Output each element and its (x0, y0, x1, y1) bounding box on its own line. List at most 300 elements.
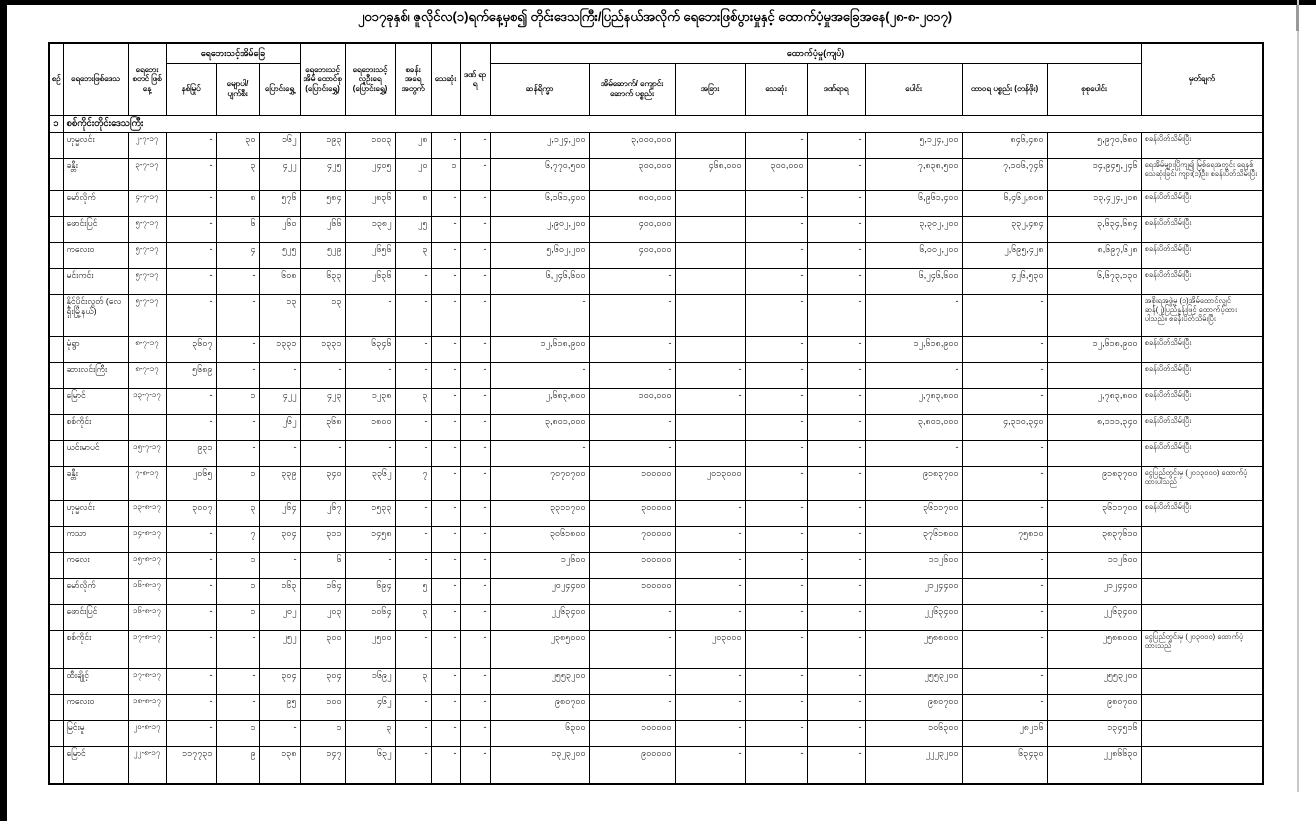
other-aid-cell (675, 242, 745, 268)
population-cell: ၃ (345, 720, 395, 746)
death-aid-cell: - (745, 578, 807, 604)
deaths-cell: - (431, 362, 460, 388)
area-name-cell: မုံရွာ (63, 336, 128, 362)
grand-total-cell (1047, 362, 1141, 388)
serial-cell (49, 158, 63, 190)
durable-goods-cell: ၂,၆၉၅,၄၂၈ (962, 242, 1047, 268)
serial-cell (49, 362, 63, 388)
other-aid-cell (675, 440, 745, 466)
grand-total-cell: ၂၂၈၆၆၃၀ (1047, 746, 1141, 784)
injury-aid-cell: - (807, 414, 865, 440)
camps-cell: ၂၀ (395, 158, 431, 190)
grand-total-cell: ၁၃၄၅၁၆ (1047, 720, 1141, 746)
serial-cell (49, 132, 63, 158)
col-injured: ဒဏ် ရာ ရ (460, 43, 490, 115)
camps-cell: ၃ (395, 668, 431, 694)
other-aid-cell (675, 414, 745, 440)
area-name-cell: ဖောင်းပြင် (63, 604, 128, 630)
households-cell: ၃၆၈ (300, 414, 345, 440)
durable-goods-cell: ၂၈၂၁၆ (962, 720, 1047, 746)
households-cell: ၅၂၉ (300, 242, 345, 268)
damaged-cell: - (216, 630, 259, 668)
households-cell: ၃၄၀ (300, 466, 345, 500)
table-row (49, 190, 1263, 216)
materials-aid-cell: - (589, 414, 675, 440)
deaths-cell: - (431, 604, 460, 630)
rice-aid-cell: - (490, 440, 589, 466)
damaged-cell: - (216, 414, 259, 440)
col-start-date: ရေဘေး စတင် ဖြစ်နေ့ (128, 43, 166, 115)
rice-aid-cell: - (490, 362, 589, 388)
materials-aid-cell: ၃၀၀၀၀၀ (589, 500, 675, 526)
relocated-cell: ၂၆၄ (259, 500, 300, 526)
population-cell: ၁၀၆၄ (345, 604, 395, 630)
durable-goods-cell: - (962, 466, 1047, 500)
injury-aid-cell: - (807, 268, 865, 294)
grand-total-cell: ၆,၆၇၃,၁၃၀ (1047, 268, 1141, 294)
deaths-cell: - (431, 132, 460, 158)
serial-cell (49, 294, 63, 336)
population-cell: ၁၅၃၃ (345, 500, 395, 526)
remark-cell (1141, 552, 1263, 578)
total-aid-cell: ၉၁၈၃၇၀၀ (865, 466, 962, 500)
durable-goods-cell: ၈၄၆,၄၈၀ (962, 132, 1047, 158)
other-aid-cell: - (675, 388, 745, 414)
grand-total-cell: ၂၁၂၄၄၀၀ (1047, 578, 1141, 604)
injured-cell: - (460, 668, 490, 694)
total-aid-cell: ၇,၈၃၈,၅၀၀ (865, 158, 962, 190)
deaths-cell: - (431, 746, 460, 784)
population-cell: ၁၂၃၈ (345, 388, 395, 414)
population-cell: ၂၄၀၅ (345, 158, 395, 190)
submerged-cell: - (166, 268, 216, 294)
households-cell: ၃၁၁ (300, 526, 345, 552)
relocated-cell: ၉၅ (259, 694, 300, 720)
grand-total-cell: ၃၆၁၁၇၀၀ (1047, 500, 1141, 526)
table-row (49, 216, 1263, 242)
start-date-cell: ၁၃-၇-၁၇ (128, 388, 166, 414)
population-cell: ၂၆၃၆ (345, 268, 395, 294)
injured-cell: - (460, 294, 490, 336)
death-aid-cell: - (745, 440, 807, 466)
death-aid-cell: - (745, 668, 807, 694)
submerged-cell: - (166, 604, 216, 630)
injured-cell: - (460, 552, 490, 578)
deaths-cell: - (431, 440, 460, 466)
injury-aid-cell: - (807, 388, 865, 414)
durable-goods-cell: - (962, 630, 1047, 668)
submerged-cell: - (166, 216, 216, 242)
colgroup-support-kyat: ထောက်ပံ့မှု(ကျပ်) (490, 43, 1141, 63)
remark-cell (1141, 526, 1263, 552)
damaged-cell: - (216, 268, 259, 294)
submerged-cell: - (166, 578, 216, 604)
other-aid-cell (675, 294, 745, 336)
other-aid-cell: - (675, 578, 745, 604)
injured-cell: - (460, 604, 490, 630)
section-number: ၁ (49, 115, 63, 132)
relocated-cell: ၁၃၈ (259, 746, 300, 784)
durable-goods-cell: - (962, 668, 1047, 694)
injured-cell: - (460, 414, 490, 440)
total-aid-cell: ၆,၉၆၁,၄၀၀ (865, 190, 962, 216)
col-serial: စဉ် (49, 43, 63, 115)
col-camps: စခန်း အရေ အတွက် (395, 43, 431, 115)
deaths-cell: - (431, 720, 460, 746)
injury-aid-cell: - (807, 500, 865, 526)
damaged-cell: - (216, 294, 259, 336)
injured-cell: - (460, 440, 490, 466)
relocated-cell: - (259, 440, 300, 466)
colgroup-affected-houses: ရေဘေးသင့်အိမ်ခြေ (166, 43, 300, 63)
area-name-cell: စစ်ကိုင်း (63, 414, 128, 440)
submerged-cell: - (166, 158, 216, 190)
materials-aid-cell: - (589, 268, 675, 294)
damaged-cell: - (216, 694, 259, 720)
relocated-cell: ၄၂၂ (259, 158, 300, 190)
relocated-cell: ၅၂၅ (259, 242, 300, 268)
population-cell: ၁၈၀၀ (345, 414, 395, 440)
deaths-cell: - (431, 242, 460, 268)
injured-cell: - (460, 268, 490, 294)
camps-cell: - (395, 500, 431, 526)
submerged-cell: - (166, 388, 216, 414)
households-cell: ၁ (300, 720, 345, 746)
materials-aid-cell: ၁၀၀၀၀၀ (589, 552, 675, 578)
deaths-cell: - (431, 500, 460, 526)
col-building-materials: အိမ်ဆောက်/ ကျောင်းဆောက် ပစ္စည်း (589, 63, 675, 115)
scan-edge-top (0, 0, 1316, 5)
relocated-cell: ၂၅၂ (259, 630, 300, 668)
camps-cell: - (395, 630, 431, 668)
other-aid-cell (675, 336, 745, 362)
grand-total-cell: ၁၄,၉၄၅,၂၄၆ (1047, 158, 1141, 190)
table-row (49, 362, 1263, 388)
table-row (49, 242, 1263, 268)
serial-cell (49, 630, 63, 668)
other-aid-cell (675, 132, 745, 158)
start-date-cell: ၁၆-၈-၁၇ (128, 604, 166, 630)
col-remark: မှတ်ချက် (1141, 43, 1263, 115)
serial-cell (49, 746, 63, 784)
injury-aid-cell: - (807, 694, 865, 720)
materials-aid-cell: ၉၀၀၀၀၀ (589, 746, 675, 784)
deaths-cell: - (431, 414, 460, 440)
population-cell: ၆၃၂ (345, 746, 395, 784)
area-name-cell: မြောင် (63, 746, 128, 784)
damaged-cell: - (216, 668, 259, 694)
col-relocated: ပြောင်းရွှေ့ (259, 63, 300, 115)
injured-cell: - (460, 336, 490, 362)
death-aid-cell: - (745, 552, 807, 578)
durable-goods-cell: ၇,၁၀၆,၇၄၆ (962, 158, 1047, 190)
submerged-cell: ၅၆၈၉ (166, 362, 216, 388)
area-name-cell: ခန္တီး (63, 158, 128, 190)
injured-cell: - (460, 694, 490, 720)
camps-cell: ၈ (395, 190, 431, 216)
other-aid-cell: ၂၀၃၀၀၀ (675, 630, 745, 668)
rice-aid-cell: ၆,၁၆၁,၄၀၀ (490, 190, 589, 216)
injured-cell: - (460, 362, 490, 388)
rice-aid-cell: ၁၃၂၃၂၀၀ (490, 746, 589, 784)
page-title: ၂၀၁၇ခုနှစ်၊ ဇူလိုင်လ(၁)ရက်နေ့မှစ၍ တိုင်းဒေသကြီး/ပြည်နယ်အလိုက် ရေဘေးဖြစ်ပွားမှုနှင့် ထောက်ပံ့မှုအခြေအနေ(၂၈-၈-၂၀၁၇) (357, 9, 953, 24)
serial-cell (49, 440, 63, 466)
camps-cell: - (395, 526, 431, 552)
durable-goods-cell: ၇၅၈၁၀ (962, 526, 1047, 552)
submerged-cell: - (166, 526, 216, 552)
camps-cell: - (395, 294, 431, 336)
total-aid-cell: ၃၆၁၁၇၀၀ (865, 500, 962, 526)
deaths-cell: - (431, 190, 460, 216)
rice-aid-cell: ၂,၉၀၂,၂၀၀ (490, 216, 589, 242)
rice-aid-cell: ၆၃၀၀ (490, 720, 589, 746)
deaths-cell: - (431, 388, 460, 414)
total-aid-cell: - (865, 294, 962, 336)
remark-cell: စခန်းပိတ်သိမ်းပြီး (1141, 500, 1263, 526)
table-row (49, 158, 1263, 190)
area-name-cell: ဖောင်းပြင် (63, 216, 128, 242)
death-aid-cell: - (745, 604, 807, 630)
durable-goods-cell: - (962, 694, 1047, 720)
injury-aid-cell: - (807, 552, 865, 578)
materials-aid-cell: - (589, 694, 675, 720)
area-name-cell: ဆားလင်းကြီး (63, 362, 128, 388)
table-row (49, 720, 1263, 746)
death-aid-cell: - (745, 268, 807, 294)
table-row (49, 630, 1263, 668)
remark-cell (1141, 578, 1263, 604)
other-aid-cell (675, 216, 745, 242)
population-cell: ၁၆၉၂ (345, 668, 395, 694)
rice-aid-cell: ၁၂၆၀၀ (490, 552, 589, 578)
col-submerged: နစ်မြုပ် (166, 63, 216, 115)
start-date-cell: ၈-၇-၁၇ (128, 362, 166, 388)
start-date-cell: ၅-၇-၁၇ (128, 294, 166, 336)
remark-cell: စခန်းပိတ်သိမ်းပြီး (1141, 242, 1263, 268)
start-date-cell: ၁၅-၇-၁၇ (128, 440, 166, 466)
injury-aid-cell: - (807, 526, 865, 552)
materials-aid-cell: - (589, 604, 675, 630)
deaths-cell: - (431, 336, 460, 362)
area-name-cell: မင်းကင်း (63, 268, 128, 294)
total-aid-cell: ၃,၈၀၁,၀၀၀ (865, 414, 962, 440)
total-aid-cell: ၂၅၈၈၀၀၀ (865, 630, 962, 668)
deaths-cell: - (431, 526, 460, 552)
scan-edge-left (0, 0, 7, 821)
rice-aid-cell: ၃,၈၀၁,၀၀၀ (490, 414, 589, 440)
rice-aid-cell: ၂,၆၈၃,၈၀၀ (490, 388, 589, 414)
grand-total-cell: ၂၅၈၈၀၀၀ (1047, 630, 1141, 668)
population-cell: ၄၆၂ (345, 694, 395, 720)
submerged-cell: - (166, 720, 216, 746)
submerged-cell: - (166, 132, 216, 158)
table-row (49, 578, 1263, 604)
remark-cell (1141, 668, 1263, 694)
start-date-cell: ၁၆-၈-၁၇ (128, 578, 166, 604)
table-row (49, 268, 1263, 294)
rice-aid-cell: ၉၈၀၇၀၀ (490, 694, 589, 720)
relocated-cell: ၂၆၂ (259, 414, 300, 440)
table-row (49, 336, 1263, 362)
col-deaths: သေဆုံး (431, 43, 460, 115)
serial-cell (49, 242, 63, 268)
submerged-cell: ၂၀၆၅ (166, 466, 216, 500)
rice-aid-cell: ၃၀၆၁၈၀၀ (490, 526, 589, 552)
injured-cell: - (460, 242, 490, 268)
col-injury-aid: ဒဏ်ရာရ (807, 63, 865, 115)
remark-cell: စခန်းပိတ်သိမ်းပြီး (1141, 440, 1263, 466)
serial-cell (49, 552, 63, 578)
start-date-cell: ၁၃-၈-၁၇ (128, 500, 166, 526)
serial-cell (49, 526, 63, 552)
col-area: ရေဘေးဖြစ်ဒေသ (63, 43, 128, 115)
death-aid-cell: - (745, 242, 807, 268)
other-aid-cell: ၂၀၁၃၀၀၀ (675, 466, 745, 500)
population-cell: ၆၃၄၆ (345, 336, 395, 362)
start-date-cell: ၁၇-၈-၁၇ (128, 668, 166, 694)
households-cell: ၁၃ (300, 294, 345, 336)
injured-cell: - (460, 526, 490, 552)
households-cell: ၁၃၃၁ (300, 336, 345, 362)
population-cell: ၁၃၈၂ (345, 216, 395, 242)
injury-aid-cell: - (807, 362, 865, 388)
materials-aid-cell: - (589, 336, 675, 362)
start-date-cell: ၁၅-၈-၁၇ (128, 552, 166, 578)
start-date-cell: ၈-၇-၁၇ (128, 336, 166, 362)
table-row (49, 746, 1263, 784)
grand-total-cell: ၉၈၀၇၀၀ (1047, 694, 1141, 720)
serial-cell (49, 336, 63, 362)
start-date-cell (128, 414, 166, 440)
remark-cell: စခန်းပိတ်သိမ်းပြီး (1141, 190, 1263, 216)
rice-aid-cell: ၂,၁၂၄,၂၀၀ (490, 132, 589, 158)
death-aid-cell: - (745, 694, 807, 720)
rice-aid-cell: ၅,၆၀၂,၂၀၀ (490, 242, 589, 268)
damaged-cell: ၃ (216, 158, 259, 190)
relocated-cell: ၂၆၀ (259, 216, 300, 242)
other-aid-cell: - (675, 500, 745, 526)
rice-aid-cell: ၁၂,၆၁၈,၉၀၀ (490, 336, 589, 362)
table-row (49, 388, 1263, 414)
table-row (49, 668, 1263, 694)
relocated-cell: ၃၀၄ (259, 526, 300, 552)
area-name-cell: ကလေး (63, 552, 128, 578)
damaged-cell: - (216, 362, 259, 388)
households-cell: ၃၀၀ (300, 630, 345, 668)
materials-aid-cell: ၁၀၀,၀၀၀ (589, 388, 675, 414)
damaged-cell: ၁ (216, 578, 259, 604)
households-cell: ၂၆၆ (300, 216, 345, 242)
camps-cell: ၂၈ (395, 132, 431, 158)
other-aid-cell: - (675, 526, 745, 552)
injured-cell: - (460, 132, 490, 158)
start-date-cell: ၅-၇-၁၇ (128, 268, 166, 294)
start-date-cell: ၁၇-၈-၁၇ (128, 630, 166, 668)
rice-aid-cell: - (490, 294, 589, 336)
relocated-cell: - (259, 362, 300, 388)
damaged-cell: - (216, 336, 259, 362)
page-edge-mark (1296, 5, 1299, 31)
serial-cell (49, 694, 63, 720)
durable-goods-cell: - (962, 388, 1047, 414)
population-cell: - (345, 552, 395, 578)
other-aid-cell: ၄၆၈,၀၀၀ (675, 158, 745, 190)
start-date-cell: ၂၀-၈-၁၇ (128, 720, 166, 746)
serial-cell (49, 500, 63, 526)
population-cell: ၆၉၄ (345, 578, 395, 604)
remark-cell: စခန်းပိတ်သိမ်းပြီး (1141, 388, 1263, 414)
injury-aid-cell: - (807, 336, 865, 362)
table-row (49, 414, 1263, 440)
start-date-cell: ၁၄-၈-၁၇ (128, 526, 166, 552)
population-cell: ၂၆၅၆ (345, 242, 395, 268)
camps-cell: - (395, 694, 431, 720)
serial-cell (49, 388, 63, 414)
materials-aid-cell: ၁၀၀၀၀၀ (589, 466, 675, 500)
remark-cell: စခန်းပိတ်သိမ်းပြီး (1141, 414, 1263, 440)
durable-goods-cell: ၃၃၂,၄၈၄ (962, 216, 1047, 242)
damaged-cell: ၃၀ (216, 132, 259, 158)
damaged-cell: ၈ (216, 190, 259, 216)
table-row (49, 132, 1263, 158)
area-name-cell: ကလေးဝ (63, 694, 128, 720)
total-aid-cell: - (865, 440, 962, 466)
other-aid-cell: - (675, 694, 745, 720)
camps-cell: ၇ (395, 466, 431, 500)
area-name-cell: မော်လိုက် (63, 578, 128, 604)
col-population: ရေဘေးသင့် လူဦးရေ (ပြောင်းရွှေ့) (345, 43, 395, 115)
durable-goods-cell: ၆,၄၆၂,၈၀၈ (962, 190, 1047, 216)
camps-cell: - (395, 552, 431, 578)
deaths-cell: - (431, 668, 460, 694)
households-cell: - (300, 440, 345, 466)
start-date-cell: ၃-၇-၁၇ (128, 158, 166, 190)
camps-cell: ၂၅ (395, 216, 431, 242)
remark-cell (1141, 604, 1263, 630)
camps-cell: - (395, 720, 431, 746)
population-cell: ၁၄၅၈ (345, 526, 395, 552)
total-aid-cell: ၉၈၀၇၀၀ (865, 694, 962, 720)
section-title: စစ်ကိုင်းတိုင်းဒေသကြီး (63, 115, 1263, 132)
rice-aid-cell: ၂၀၂၄၄၀၀ (490, 578, 589, 604)
grand-total-cell: ၁၃,၄၂၄,၂၀၈ (1047, 190, 1141, 216)
submerged-cell: ၃၀၀၇ (166, 500, 216, 526)
injury-aid-cell: - (807, 746, 865, 784)
relocated-cell: ၃၀၄ (259, 668, 300, 694)
rice-aid-cell: ၂၃၈၅၀၀၀ (490, 630, 589, 668)
total-aid-cell: ၂၅၅၃၂၀၀ (865, 668, 962, 694)
households-cell: ၄၂၃ (300, 388, 345, 414)
total-aid-cell: ၅,၁၂၄,၂၀၀ (865, 132, 962, 158)
area-name-cell: ဟုမ္မလင်း (63, 132, 128, 158)
area-name-cell: မော်လိုက် (63, 190, 128, 216)
submerged-cell: - (166, 552, 216, 578)
table-header (49, 43, 1263, 115)
damaged-cell: - (216, 440, 259, 466)
injury-aid-cell: - (807, 578, 865, 604)
relocated-cell: ၁၃ (259, 294, 300, 336)
durable-goods-cell: ၆၃၄၃၀ (962, 746, 1047, 784)
area-name-cell: ကလေးဝ (63, 242, 128, 268)
death-aid-cell: - (745, 362, 807, 388)
relocated-cell: ၃၃၉ (259, 466, 300, 500)
death-aid-cell: - (745, 466, 807, 500)
rice-aid-cell: ၂၂၆၃၄၀၀ (490, 604, 589, 630)
injury-aid-cell: - (807, 630, 865, 668)
start-date-cell: ၅-၇-၁၇ (128, 242, 166, 268)
grand-total-cell: ၈,၁၁၁,၃၄၀ (1047, 414, 1141, 440)
table-row (49, 694, 1263, 720)
